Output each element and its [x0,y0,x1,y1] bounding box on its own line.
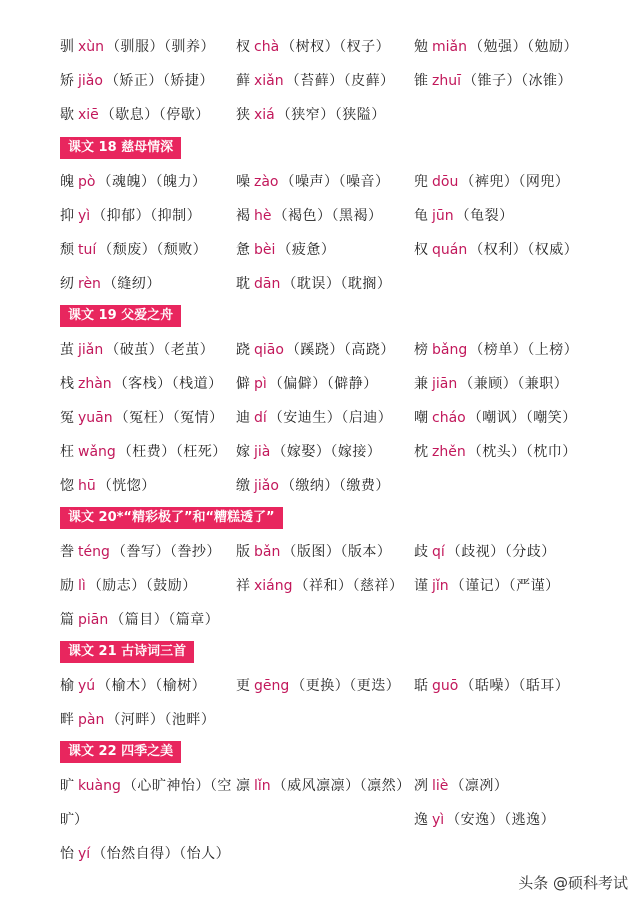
pinyin: zhuī [432,73,461,89]
pinyin: jūn [432,208,454,224]
character: 龟 [414,208,428,224]
pinyin: pàn [78,712,105,728]
vocab-entry [236,98,386,132]
character: 榜 [414,342,428,358]
example-words: （魂魄）（魄力） [97,174,207,190]
character: 颓 [60,242,74,258]
example-words: （勉强）（勉励） [468,39,578,55]
character: 枉 [60,444,74,460]
pinyin: qiāo [254,342,284,358]
vocab-entry [414,435,577,469]
example-words: （锥子）（冰锥） [462,73,572,89]
example-words: （聒噪）（聒耳） [460,678,570,694]
vocab-entry [414,199,514,233]
character: 嫁 [236,444,250,460]
vocab-entry [60,669,206,703]
character: 抑 [60,208,74,224]
character: 藓 [236,73,250,89]
pinyin: gēng [254,678,290,694]
vocab-entry [414,803,555,837]
pinyin: téng [78,544,110,560]
example-words: （威风凛凛）（凛然） [272,778,411,794]
example-words: （凛冽） [450,778,509,794]
vocab-entry [414,367,568,401]
example-words: （褐色）（黑褐） [273,208,383,224]
pinyin: dōu [432,174,459,190]
pinyin: jiǎo [254,478,279,494]
vocab-entry [236,469,390,503]
character: 迪 [236,410,250,426]
example-words: （歧视）（分歧） [446,544,556,560]
vocab-entry [60,98,210,132]
vocab-entry [60,64,214,98]
vocab-row [0,469,640,503]
pinyin: cháo [432,410,466,426]
vocab-entry [60,165,206,199]
vocab-entry [60,30,215,64]
example-words: （安迪生）（启迪） [268,410,393,426]
character: 更 [236,678,250,694]
example-words: （榆木）（榆树） [97,678,207,694]
vocab-row [0,233,640,267]
example-words: （树杈）（杈子） [281,39,391,55]
vocab-entry [60,837,230,871]
pinyin: bǎn [254,544,281,560]
pinyin: zhàn [78,376,112,392]
character: 魄 [60,174,74,190]
lesson-banner: 课文 21 古诗词三首 [60,641,194,663]
character: 褐 [236,208,250,224]
example-words: （缴纳）（缴费） [280,478,390,494]
pinyin: yú [78,678,96,694]
example-words: （抑郁）（抑制） [92,208,202,224]
vocab-entry [414,535,556,569]
vocab-entry [236,30,390,64]
character: 权 [414,242,428,258]
example-words: （誊写）（誊抄） [111,544,221,560]
pinyin: xiē [78,107,99,123]
vocab-entry [60,233,207,267]
pinyin: yì [432,812,445,828]
pinyin: piān [78,612,109,628]
vocab-entry [414,333,578,367]
example-words: （裤兜）（网兜） [460,174,570,190]
pinyin: bèi [254,242,276,258]
vocab-row [0,98,640,132]
character: 茧 [60,342,74,358]
vocab-row [0,603,640,637]
pinyin: quán [432,242,468,258]
example-words: （蹊跷）（高跷） [285,342,395,358]
lesson-banner: 课文 18 慈母情深 [60,137,181,159]
vocab-entry [60,367,223,401]
pinyin: lì [78,578,86,594]
example-words: （安逸）（逃逸） [446,812,556,828]
wrapped-continuation: 旷） [60,812,88,828]
vocab-row [0,64,640,98]
example-words: （祥和）（慈祥） [294,578,404,594]
character: 歇 [60,107,74,123]
pinyin: liè [432,778,449,794]
vocab-entry [236,165,390,199]
character: 怡 [60,846,74,862]
vocab-entry [414,165,569,199]
pinyin: xiáng [254,578,293,594]
pinyin: miǎn [432,39,467,55]
vocab-row [0,535,640,569]
vocab-row [0,769,640,803]
character: 聒 [414,678,428,694]
character: 兜 [414,174,428,190]
example-words: （苔藓）（皮藓） [285,73,395,89]
example-words: （兼顾）（兼职） [459,376,569,392]
pinyin: hè [254,208,272,224]
character: 凛 [236,778,250,794]
pinyin: bǎng [432,342,468,358]
vocab-entry [236,64,395,98]
character: 僻 [236,376,250,392]
character: 勉 [414,39,428,55]
character: 谨 [414,578,428,594]
lesson-banner: 课文 22 四季之美 [60,741,181,763]
example-words: （版图）（版本） [282,544,392,560]
pinyin: yì [78,208,91,224]
character: 逸 [414,812,428,828]
example-words: （疲惫） [277,242,336,258]
example-words: （龟裂） [455,208,514,224]
example-words: （恍惚） [97,478,156,494]
pinyin: dí [254,410,267,426]
vocab-entry [60,267,161,301]
vocab-row [0,837,640,871]
pinyin: pì [254,376,267,392]
character: 枕 [414,444,428,460]
example-words: （嘲讽）（嘲笑） [467,410,577,426]
vocab-entry [236,199,383,233]
example-words: （枕头）（枕巾） [467,444,577,460]
example-words: （偏僻）（僻静） [268,376,378,392]
character: 励 [60,578,74,594]
example-words: （嫁娶）（嫁接） [272,444,382,460]
vocab-row [0,267,640,301]
example-words: （噪声）（噪音） [280,174,390,190]
vocab-entry [236,367,378,401]
character: 缴 [236,478,250,494]
example-words: （缝纫） [102,276,161,292]
example-words: （耽误）（耽搁） [282,276,392,292]
character: 纫 [60,276,74,292]
pinyin: jiǎn [78,342,104,358]
vocab-row [0,669,640,703]
vocab-entry [414,769,508,803]
pinyin: chà [254,39,280,55]
character: 矫 [60,73,74,89]
vocab-entry [236,669,400,703]
vocab-entry [236,569,404,603]
character: 锥 [414,73,428,89]
vocab-entry [414,64,572,98]
vocab-entry [236,401,392,435]
vocab-entry [60,435,227,469]
vocab-row [0,803,640,837]
pinyin: xiǎn [254,73,284,89]
source-watermark: 头条 @硕科考试 [518,874,628,892]
vocab-entry [236,233,335,267]
vocab-entry [60,535,221,569]
character: 篇 [60,612,74,628]
vocab-entry [60,333,214,367]
example-words: （篇目）（篇章） [110,612,220,628]
lesson-banner: 课文 20*“精彩极了”和“糟糕透了” [60,507,283,529]
vocab-entry [236,333,395,367]
pinyin: jiǎo [78,73,103,89]
vocab-entry [414,669,569,703]
character: 耽 [236,276,250,292]
vocab-row [0,703,640,737]
character: 誊 [60,544,74,560]
example-words: （励志）（鼓励） [87,578,197,594]
vocab-row [0,30,640,64]
lesson-banner: 课文 19 父爱之舟 [60,305,181,327]
character: 惫 [236,242,250,258]
example-words: （河畔）（池畔） [106,712,216,728]
vocab-entry [60,401,224,435]
character: 跷 [236,342,250,358]
example-words: （冤枉）（冤情） [114,410,224,426]
pinyin: zào [254,174,279,190]
example-words: （心旷神怡）（空 [122,778,232,794]
pinyin: jià [254,444,271,460]
pinyin: qí [432,544,445,560]
pinyin: rèn [78,276,101,292]
character: 畔 [60,712,74,728]
character: 冤 [60,410,74,426]
pinyin: tuí [78,242,97,258]
example-words: （枉费）（枉死） [117,444,227,460]
character: 狭 [236,107,250,123]
vocab-row [0,165,640,199]
vocab-entry [60,199,201,233]
pinyin: dān [254,276,281,292]
character: 歧 [414,544,428,560]
example-words: （榜单）（上榜） [469,342,579,358]
character: 祥 [236,578,250,594]
pinyin: lǐn [254,778,271,794]
example-words: （驯服）（驯养） [106,39,216,55]
character: 杈 [236,39,250,55]
vocab-entry [236,535,391,569]
vocab-entry [414,401,577,435]
vocab-row [0,199,640,233]
example-words: （颓废）（颓败） [98,242,208,258]
vocab-entry [236,267,391,301]
vocab-entry [414,233,578,267]
character: 旷 [60,778,74,794]
pinyin: zhěn [432,444,466,460]
character: 嘲 [414,410,428,426]
vocab-row [0,401,640,435]
vocab-entry [414,30,578,64]
pinyin: yuān [78,410,113,426]
vocab-row [0,435,640,469]
pinyin: jǐn [432,578,449,594]
vocab-entry [60,469,156,503]
example-words: （狭窄）（狭隘） [276,107,386,123]
pinyin: xiá [254,107,275,123]
vocab-entry [236,769,411,803]
example-words: （歇息）（停歇） [100,107,210,123]
character: 版 [236,544,250,560]
character: 兼 [414,376,428,392]
character: 榆 [60,678,74,694]
pinyin: pò [78,174,96,190]
pinyin: xùn [78,39,105,55]
pinyin: kuàng [78,778,121,794]
vocab-entry [60,703,215,737]
vocab-entry [414,569,560,603]
example-words: （矫正）（矫捷） [104,73,214,89]
vocab-entry [60,769,232,803]
vocab-entry [60,569,197,603]
character: 噪 [236,174,250,190]
vocab-row [0,569,640,603]
pinyin: wǎng [78,444,116,460]
character: 栈 [60,376,74,392]
vocab-row [0,367,640,401]
vocab-entry [236,435,381,469]
character: 惚 [60,478,74,494]
character: 冽 [414,778,428,794]
vocab-row [0,333,640,367]
example-words: （怡然自得）（怡人） [92,846,231,862]
pinyin: yí [78,846,91,862]
example-words: （破茧）（老茧） [105,342,215,358]
character: 驯 [60,39,74,55]
vocab-entry [60,603,219,637]
pinyin: jiān [432,376,458,392]
example-words: （更换）（更迭） [291,678,401,694]
example-words: （谨记）（严谨） [450,578,560,594]
pinyin: guō [432,678,459,694]
example-words: （权利）（权威） [469,242,579,258]
example-words: （客栈）（栈道） [113,376,223,392]
pinyin: hū [78,478,96,494]
